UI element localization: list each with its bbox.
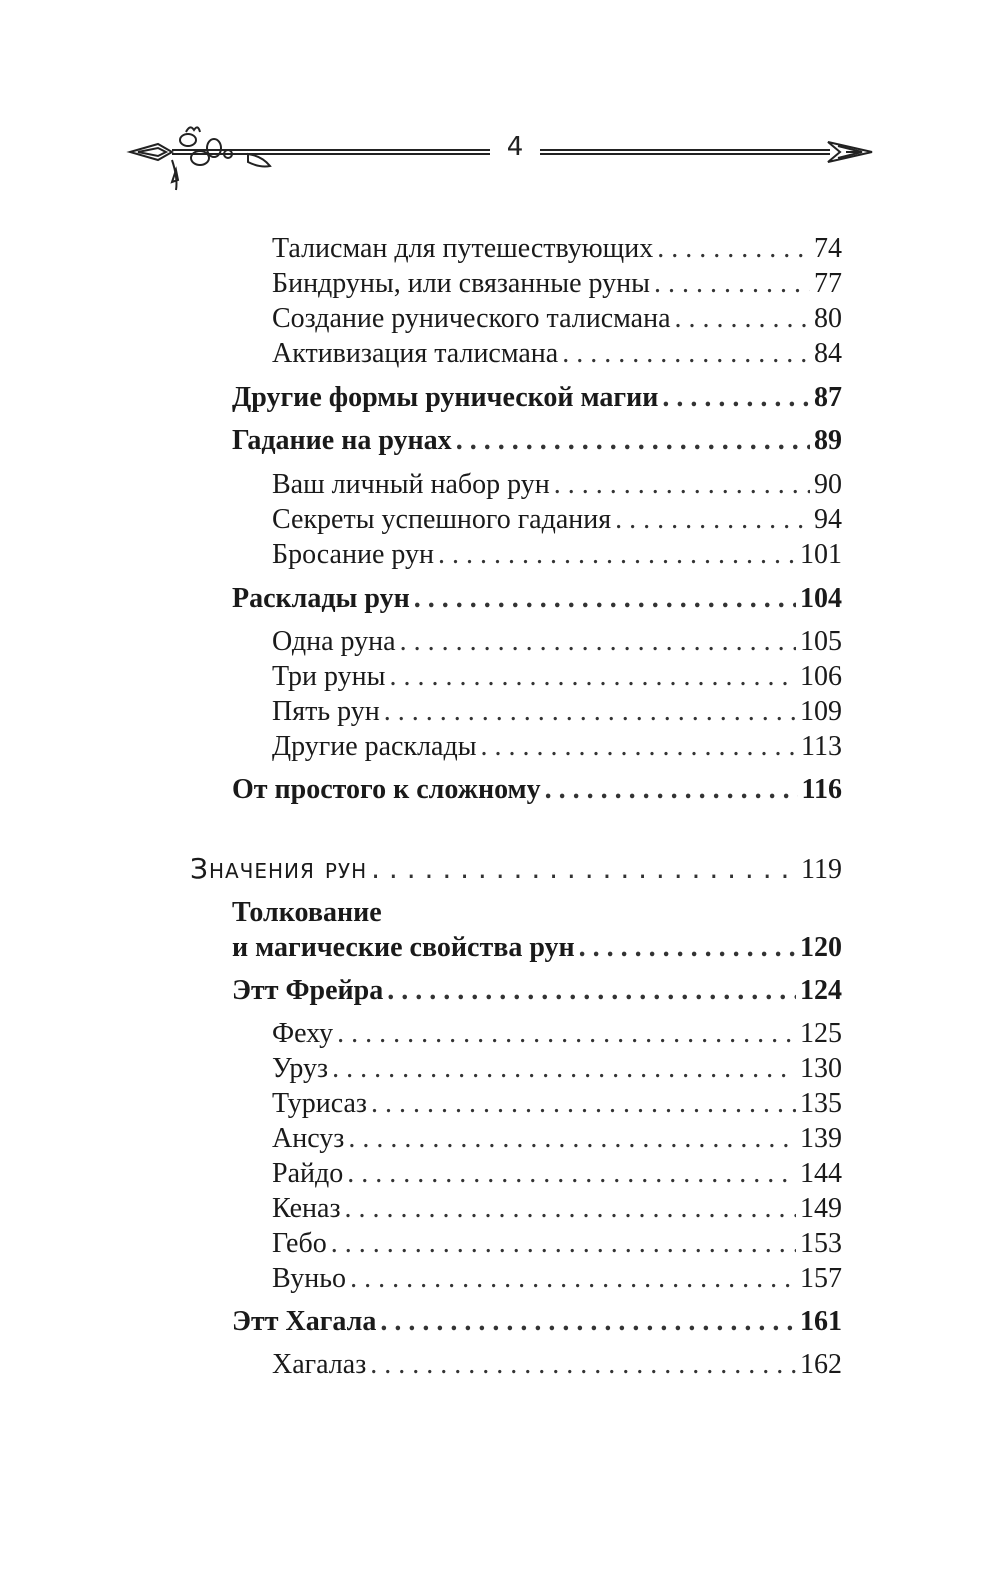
toc-entry bbox=[272, 1348, 842, 1382]
toc-leader-dots bbox=[347, 1157, 796, 1191]
toc-leader-dots bbox=[562, 337, 810, 371]
toc-entry-title: Кеназ bbox=[272, 1193, 341, 1224]
toc-entry bbox=[272, 1122, 842, 1156]
toc-entry bbox=[272, 302, 842, 336]
toc-section-title: От простого к сложному bbox=[232, 774, 541, 805]
toc-entry-page: 149 bbox=[800, 1193, 842, 1224]
toc-entry bbox=[272, 503, 842, 537]
toc-entry-page: 77 bbox=[814, 268, 842, 299]
toc-section-page: 124 bbox=[800, 975, 842, 1006]
toc-section-title: Другие формы рунической магии bbox=[232, 382, 659, 413]
toc-entry-title: Гебо bbox=[272, 1228, 327, 1259]
toc-leader-dots bbox=[554, 468, 810, 502]
toc-entry bbox=[272, 1017, 842, 1051]
toc-entry-page: 144 bbox=[800, 1158, 842, 1189]
toc-leader-dots bbox=[615, 503, 810, 537]
toc-entry bbox=[272, 1227, 842, 1261]
toc-section bbox=[232, 424, 842, 458]
toc-section-page: 116 bbox=[801, 774, 842, 805]
toc-entry bbox=[272, 267, 842, 301]
toc-entry-page: 125 bbox=[800, 1018, 842, 1049]
toc-entry-title: Феху bbox=[272, 1018, 334, 1049]
toc-leader-dots bbox=[370, 1348, 796, 1382]
toc-entry-page: 94 bbox=[814, 504, 842, 535]
toc-entry-title: Хагалаз bbox=[272, 1349, 367, 1380]
toc-entry bbox=[272, 337, 842, 371]
toc-part-title: Значения рун bbox=[190, 852, 368, 885]
toc-entry-page: 74 bbox=[814, 233, 842, 264]
page-number: 4 bbox=[506, 132, 524, 162]
toc-entry-page: 90 bbox=[814, 469, 842, 500]
toc-section bbox=[232, 974, 842, 1008]
toc-section-page: 120 bbox=[800, 932, 842, 963]
toc-section bbox=[232, 931, 842, 965]
toc-entry-title: Талисман для путешествующих bbox=[272, 233, 654, 264]
toc-entry-page: 101 bbox=[800, 539, 842, 570]
toc-leader-dots bbox=[579, 931, 796, 965]
toc-leader-dots bbox=[371, 852, 797, 886]
toc-section-title: и магические свойства рун bbox=[232, 932, 575, 963]
toc-leader-dots bbox=[657, 232, 810, 266]
toc-entry-title: Биндруны, или связанные руны bbox=[272, 268, 650, 299]
toc-entry-page: 135 bbox=[800, 1088, 842, 1119]
toc-entry-title: Другие расклады bbox=[272, 731, 477, 762]
toc-leader-dots bbox=[654, 267, 810, 301]
toc-entry-title: Райдо bbox=[272, 1158, 344, 1189]
toc-section-page: 89 bbox=[814, 425, 842, 456]
toc-entry-title: Бросание рун bbox=[272, 539, 434, 570]
toc-entry bbox=[272, 232, 842, 266]
toc-entry-page: 109 bbox=[800, 696, 842, 727]
toc-entry-title: Три руны bbox=[272, 661, 386, 692]
toc-section-title: Этт Фрейра bbox=[232, 975, 384, 1006]
toc-section-first-line: Толкование bbox=[232, 897, 382, 928]
toc-leader-dots bbox=[545, 773, 798, 807]
toc-section bbox=[232, 773, 842, 807]
toc-entry-title: Секреты успешного гадания bbox=[272, 504, 612, 535]
toc-entry-page: 106 bbox=[800, 661, 842, 692]
toc-leader-dots bbox=[387, 974, 796, 1008]
toc-entry-page: 84 bbox=[814, 338, 842, 369]
toc-leader-dots bbox=[337, 1017, 796, 1051]
toc-entry-title: Уруз bbox=[272, 1053, 329, 1084]
toc-entry bbox=[272, 660, 842, 694]
toc-leader-dots bbox=[481, 730, 797, 764]
toc-leader-dots bbox=[331, 1227, 796, 1261]
toc-entry bbox=[272, 730, 842, 764]
toc-entry-title: Пять рун bbox=[272, 696, 380, 727]
toc-leader-dots bbox=[389, 660, 796, 694]
toc-entry-page: 113 bbox=[801, 731, 842, 762]
toc-leader-dots bbox=[456, 424, 810, 458]
toc-section-title: Этт Хагала bbox=[232, 1306, 377, 1337]
toc-leader-dots bbox=[345, 1192, 796, 1226]
toc-part bbox=[190, 852, 842, 887]
toc-entry-page: 80 bbox=[814, 303, 842, 334]
toc-entry bbox=[272, 1052, 842, 1086]
toc-section-page: 161 bbox=[800, 1306, 842, 1337]
toc-section bbox=[232, 381, 842, 415]
toc-entry bbox=[272, 468, 842, 502]
toc-part-page: 119 bbox=[801, 854, 842, 885]
toc-section-title: Расклады рун bbox=[232, 583, 410, 614]
page-header bbox=[0, 110, 1000, 200]
toc-leader-dots bbox=[400, 625, 796, 659]
toc-leader-dots bbox=[384, 695, 796, 729]
toc-entry-title: Турисаз bbox=[272, 1088, 367, 1119]
toc-leader-dots bbox=[438, 538, 796, 572]
toc-entry-page: 153 bbox=[800, 1228, 842, 1259]
toc-entry bbox=[272, 1087, 842, 1121]
toc-section bbox=[232, 582, 842, 616]
toc-leader-dots bbox=[371, 1087, 796, 1121]
toc-leader-dots bbox=[332, 1052, 796, 1086]
toc-entry-page: 139 bbox=[800, 1123, 842, 1154]
toc-entry bbox=[272, 695, 842, 729]
toc-entry bbox=[272, 1192, 842, 1226]
toc-entry-title: Создание рунического талисмана bbox=[272, 303, 671, 334]
toc-entry-page: 162 bbox=[800, 1349, 842, 1380]
toc-leader-dots bbox=[348, 1122, 796, 1156]
toc-leader-dots bbox=[662, 381, 810, 415]
toc-entry bbox=[272, 1157, 842, 1191]
toc-section-page: 104 bbox=[800, 583, 842, 614]
toc-entry-title: Вуньо bbox=[272, 1263, 347, 1294]
toc-section-title: Гадание на рунах bbox=[232, 425, 452, 456]
toc-entry-page: 130 bbox=[800, 1053, 842, 1084]
toc-leader-dots bbox=[414, 582, 796, 616]
toc-section bbox=[232, 1305, 842, 1339]
toc-entry bbox=[272, 1262, 842, 1296]
toc-entry-title: Одна руна bbox=[272, 626, 396, 657]
toc-entry-page: 105 bbox=[800, 626, 842, 657]
toc-section-page: 87 bbox=[814, 382, 842, 413]
toc-leader-dots bbox=[380, 1305, 796, 1339]
toc-leader-dots bbox=[350, 1262, 796, 1296]
toc-entry-title: Ваш личный набор рун bbox=[272, 469, 550, 500]
toc-entry bbox=[272, 625, 842, 659]
toc-entry-title: Ансуз bbox=[272, 1123, 345, 1154]
toc-entry bbox=[272, 538, 842, 572]
toc-leader-dots bbox=[675, 302, 810, 336]
toc-entry-title: Активизация талисмана bbox=[272, 338, 559, 369]
toc-entry-page: 157 bbox=[800, 1263, 842, 1294]
